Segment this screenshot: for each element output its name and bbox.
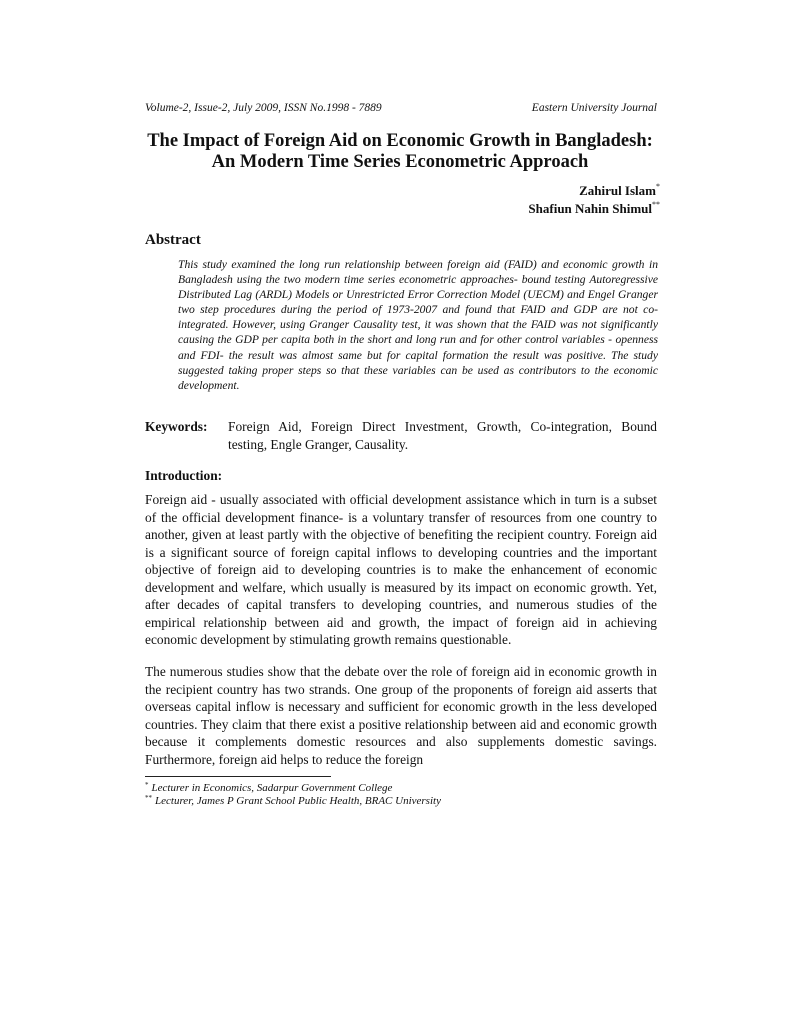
journal-name: Eastern University Journal (531, 102, 657, 114)
footnote-text: Lecturer in Economics, Sadarpur Government College (151, 782, 393, 794)
author-list (528, 182, 660, 218)
footnote-text: Lecturer, James P Grant School Public Health, BRAC University (155, 795, 441, 807)
author-footnote-mark: * (656, 182, 660, 191)
running-header (145, 102, 657, 118)
author (528, 182, 660, 200)
abstract-heading: Abstract (145, 232, 201, 248)
footnotes (145, 782, 657, 808)
paper-title (120, 131, 680, 173)
footnote (145, 795, 657, 808)
footnote (145, 782, 657, 795)
keywords-label: Keywords: (145, 419, 208, 434)
author-footnote-mark: ** (652, 200, 660, 209)
footnote-divider (145, 776, 331, 777)
author-name: Zahirul Islam (579, 183, 656, 198)
keywords-text: Foreign Aid, Foreign Direct Investment, Growth, Co-integration, Bound testing, Engle Granger, Causality. (228, 419, 657, 452)
title-line-2: An Modern Time Series Econometric Approach (211, 152, 589, 172)
body-paragraph: Foreign aid - usually associated with official development assistance which in turn is a subset of the official development finance- is a voluntary transfer of resources from one country to another, given at least partly with the objective of benefiting the recipient country. Foreign aid is a significant source of foreign capital inflows to developing countries and the important objective of foreign aid to developing countries is to make the enhancement of economic development and welfare, which usually is measured by its impact on economic growth. Yet, after decades of capital transfers to developing countries, and numerous studies of the empirical relationship between aid and growth, the impact of foreign aid in achieving economic development by stimulating growth remains questionable. (145, 492, 657, 647)
title-line-1: The Impact of Foreign Aid on Economic Growth in Bangladesh: (147, 131, 653, 151)
footnote-mark: ** (145, 794, 152, 802)
footnote-mark: * (145, 781, 149, 789)
introduction-heading: Introduction: (145, 468, 223, 483)
body-paragraph: The numerous studies show that the debate over the role of foreign aid in economic growth in the recipient country has two strands. One group of the proponents of foreign aid asserts that overseas capital inflow is necessary and sufficient for economic growth in the less developed countries. They claim that there exist a positive relationship between aid and economic growth because it complements domestic resources and also supplements domestic savings. Furthermore, foreign aid helps to reduce the foreign (145, 664, 657, 767)
author-name: Shafiun Nahin Shimul (528, 201, 652, 216)
journal-volume-info: Volume-2, Issue-2, July 2009, ISSN No.1998 - 7889 (145, 102, 382, 114)
abstract-body: This study examined the long run relationship between foreign aid (FAID) and economic growth in Bangladesh using the two modern time series econometric approaches- bound testing Autoregressive Distributed Lag (ARDL) Models or Unrestricted Error Correction Model (UECM) and Engel Granger two step procedures during the period of 1973-2007 and found that FAID and GDP are not co-integrated. However, using Granger Causality test, it was shown that the FAID was not significantly causing the GDP per capita both in the short and long run and for other control variables - openness and FDI- the result was almost same but for capital formation the result was positive. The study suggested taking proper steps so that these variables can be used as contributors to the economic development. (178, 258, 658, 392)
keywords-section (145, 418, 657, 453)
author (528, 200, 660, 218)
